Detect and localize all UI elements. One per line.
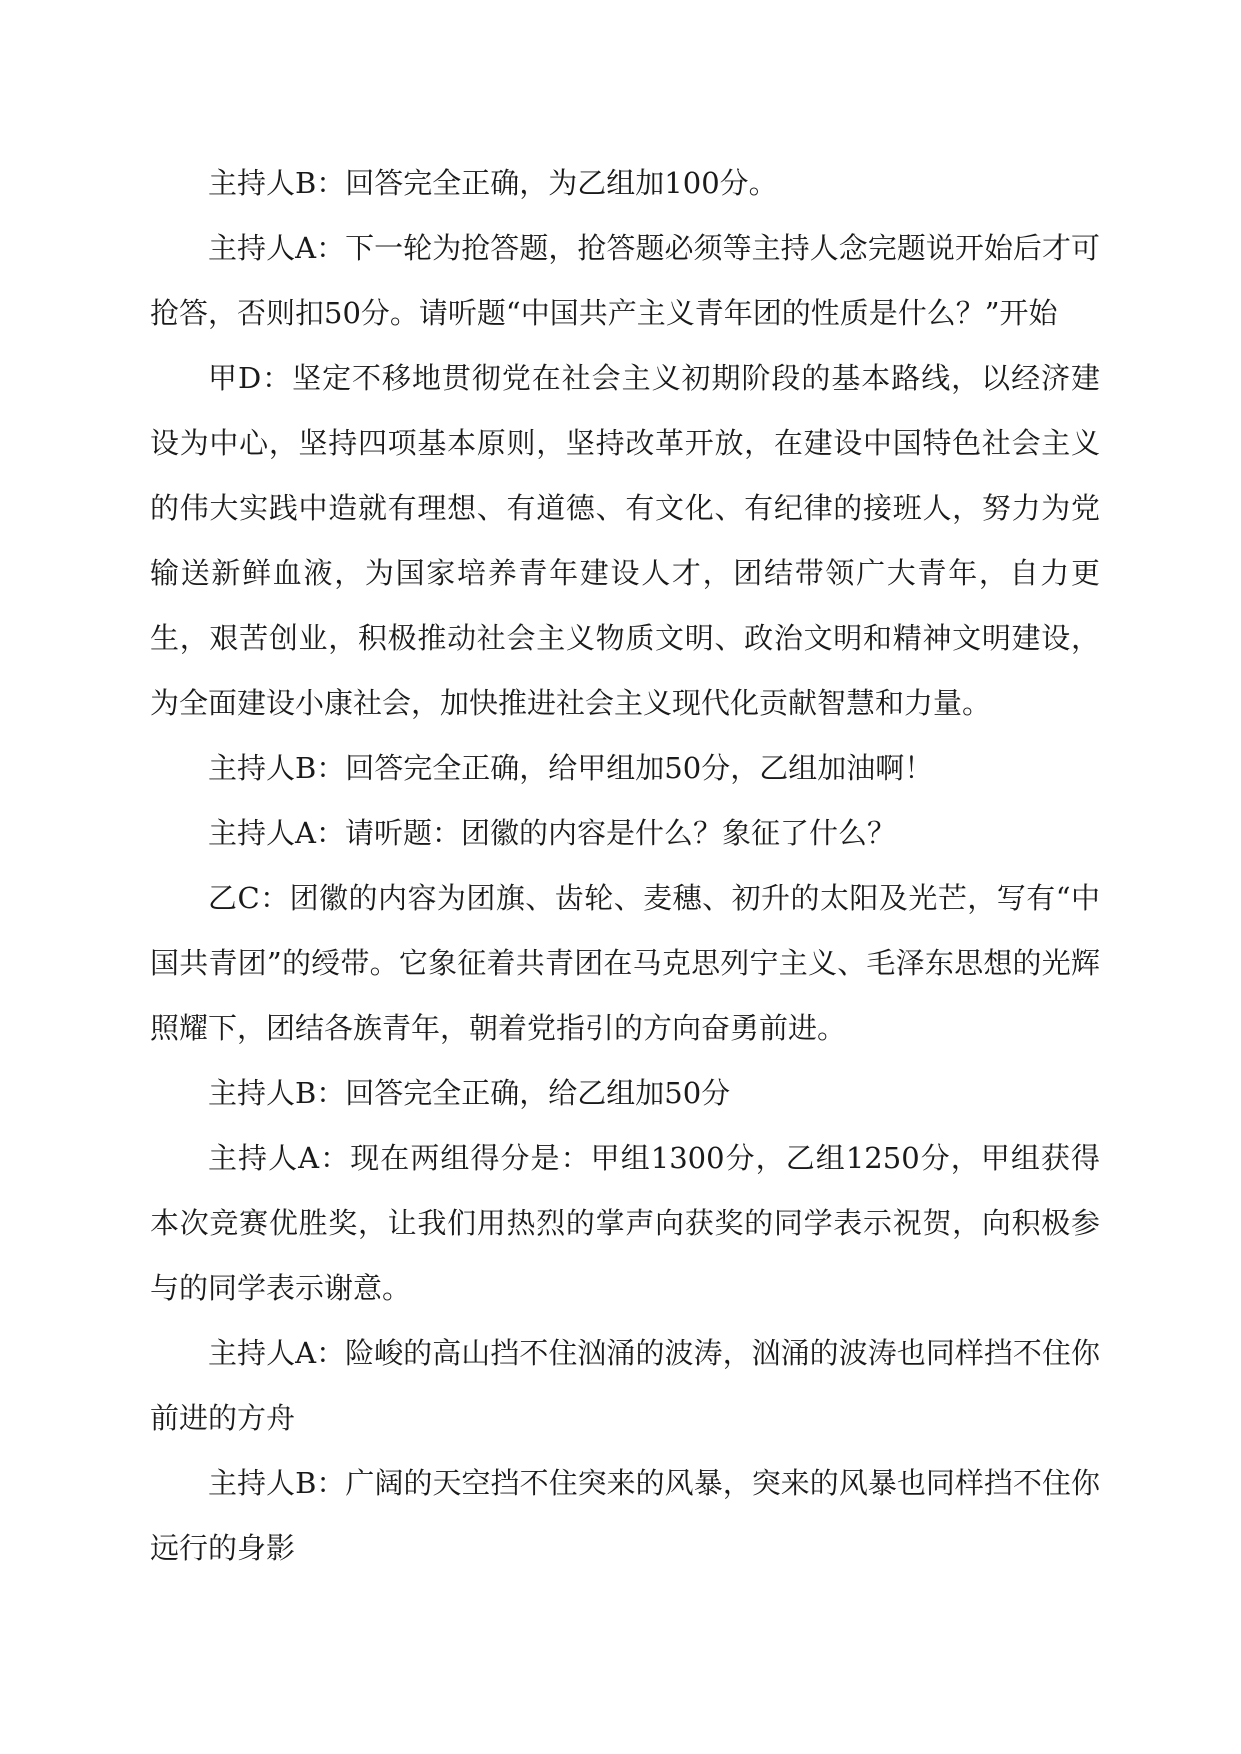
paragraph-host-b-3: 主持人B：回答完全正确，给乙组加50分 xyxy=(208,1076,731,1110)
document-body xyxy=(150,151,1100,1581)
paragraph-host-b-2: 主持人B：回答完全正确，给甲组加50分，乙组加油啊！ xyxy=(208,751,934,785)
paragraph-host-b-4: 主持人B：广阔的天空挡不住突来的风暴，突来的风暴也同样挡不住你远行的身影 xyxy=(150,1466,1100,1565)
paragraph-yi-c-answer: 乙C：团徽的内容为团旗、齿轮、麦穗、初升的太阳及光芒，写有“中国共青团”的绶带。它象征着共青团在马克思列宁主义、毛泽东思想的光辉照耀下，团结各族青年，朝着党指引的方向奋勇前进。 xyxy=(150,881,1100,1045)
paragraph-host-b-1: 主持人B：回答完全正确，为乙组加100分。 xyxy=(208,166,778,200)
paragraph-jia-d-answer: 甲D：坚定不移地贯彻党在社会主义初期阶段的基本路线，以经济建设为中心，坚持四项基本原则，坚持改革开放，在建设中国特色社会主义的伟大实践中造就有理想、有道德、有文化、有纪律的接班人，努力为党输送新鲜血液，为国家培养青年建设人才，团结带领广大青年，自力更生，艰苦创业，积极推动社会主义物质文明、政治文明和精神文明建设，为全面建设小康社会，加快推进社会主义现代化贡献智慧和力量。 xyxy=(150,361,1100,720)
paragraph-host-a-2: 主持人A：请听题：团徽的内容是什么？象征了什么？ xyxy=(208,816,896,850)
paragraph-host-a-4: 主持人A：险峻的高山挡不住汹涌的波涛，汹涌的波涛也同样挡不住你前进的方舟 xyxy=(150,1336,1100,1435)
paragraph-host-a-1: 主持人A：下一轮为抢答题，抢答题必须等主持人念完题说开始后才可抢答，否则扣50分。请听题“中国共产主义青年团的性质是什么？”开始 xyxy=(150,231,1100,330)
paragraph-host-a-3: 主持人A：现在两组得分是：甲组1300分，乙组1250分，甲组获得本次竞赛优胜奖，让我们用热烈的掌声向获奖的同学表示祝贺，向积极参与的同学表示谢意。 xyxy=(150,1141,1100,1305)
